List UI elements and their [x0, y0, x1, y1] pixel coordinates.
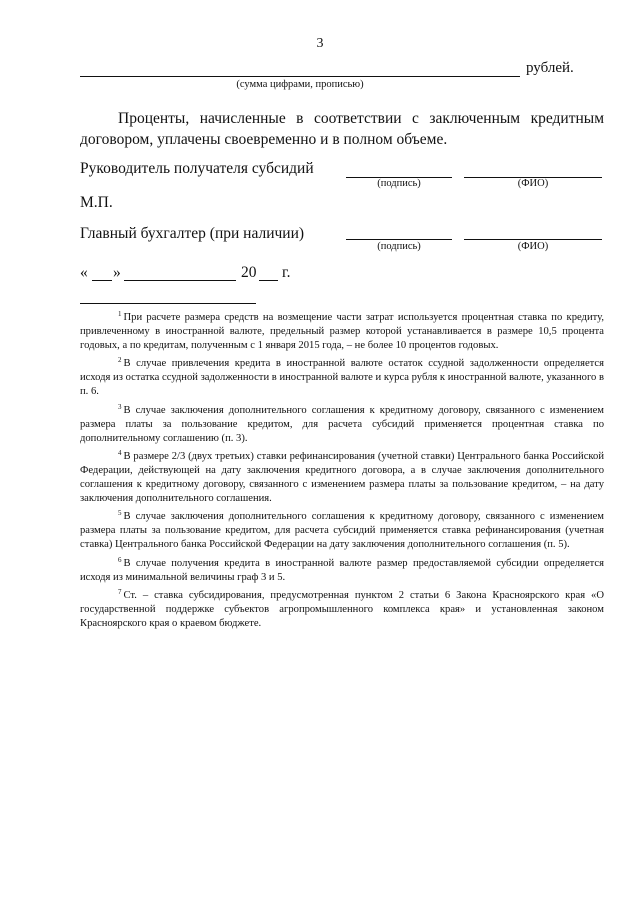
- head-fio-caption: (ФИО): [517, 178, 549, 189]
- currency-suffix: рублей.: [526, 60, 574, 76]
- date-year-line: [259, 280, 278, 281]
- head-label: Руководитель получателя субсидий: [80, 160, 314, 177]
- footnote-mark: 1: [118, 310, 122, 318]
- footnote-mark: 3: [118, 402, 122, 411]
- footnote-mark: 4: [118, 448, 122, 457]
- footnote: [80, 506, 604, 552]
- footnote-text: В случае заключения дополнительного соглашения к кредитному договору, связанного с изменением размера платы за пользование кредитом, для расчета субсидий применяется процентная ставка по дополнительному соглашению (п. 3).: [80, 404, 604, 444]
- date-year-prefix: 20: [241, 264, 257, 281]
- footnotes: [80, 307, 604, 631]
- accountant-signature-line: [346, 239, 452, 240]
- sum-blank-line: [80, 62, 520, 77]
- accountant-fio-line: [464, 239, 602, 240]
- head-sign-caption: (подпись): [377, 178, 421, 189]
- footnote-text: В случае заключения дополнительного соглашения к кредитному договору, связанного с изменением размера платы за пользование кредитом, для расчета субсидий применяется ставка рефинансирования (учетная ставка) Центрального банка Российской Федерации на дату заключения дополнительного соглашения (п. 5).: [80, 511, 604, 551]
- accountant-label: Главный бухгалтер (при наличии): [80, 225, 305, 242]
- footnote-mark: 7: [118, 587, 122, 596]
- footnote-text: При расчете размера средств на возмещение части затрат используется процентная ставка по кредиту, привлеченному в иностранной валюте, предельный размер которой устанавливается в размере 10,5 процента годовых, а по кредитам, полученным с 1 января 2015 года, – не более 10 процентов годовых.: [80, 312, 604, 352]
- footnote-text: В случае получения кредита в иностранной валюте размер предоставляемой субсидии определяется исходя из минимальной величины граф 3 и 5.: [80, 557, 604, 583]
- footnote: [80, 400, 604, 446]
- date-month-line: [124, 280, 236, 281]
- date-year-suffix: г.: [282, 264, 291, 281]
- footnote-text: В случае привлечения кредита в иностранной валюте остаток ссудной задолженности определяется исходя из остатка ссудной задолженности в иностранной валюте и курса рубля к иностранной валюте, указанного в п. 6.: [80, 358, 604, 398]
- accountant-fio-caption: (ФИО): [517, 241, 549, 252]
- footnote: [80, 353, 604, 399]
- footnote: [80, 446, 604, 506]
- footnote: [80, 553, 604, 585]
- footnote-mark: 6: [118, 555, 122, 564]
- accountant-sign-caption: (подпись): [377, 241, 421, 252]
- footnote-mark: 2: [118, 356, 122, 365]
- footnote-separator: [80, 303, 256, 304]
- footnote-mark: 5: [118, 509, 122, 518]
- interest-statement: Проценты, начисленные в соответствии с заключенным кредитным договором, уплачены своевременно и в полном объеме.: [80, 110, 604, 148]
- footnote: [80, 307, 604, 353]
- date-day-line: [92, 280, 112, 281]
- footnote: [80, 585, 604, 631]
- sum-caption: (сумма цифрами, прописью): [236, 79, 364, 90]
- footnote-text: В размере 2/3 (двух третьих) ставки рефинансирования (учетной ставки) Центрального банка Российской Федерации, действующей на дату заключения кредитного договора, а в случае заключения дополнительного соглашения к кредитному договору, связанного с изменением размера платы за пользование кредитом, – на дату заключения дополнительного соглашения.: [80, 450, 604, 505]
- footnote-text: Ст. – ставка субсидирования, предусмотренная пунктом 2 статьи 6 Закона Красноярского края «О государственной поддержке субъектов агропромышленного комплекса края» и установленная законом Красноярского края о краевом бюджете.: [80, 589, 604, 629]
- seal-label: М.П.: [80, 194, 113, 211]
- date-open-quote: «: [80, 264, 88, 281]
- page-number: 3: [316, 36, 324, 51]
- date-close-quote: »: [113, 264, 121, 281]
